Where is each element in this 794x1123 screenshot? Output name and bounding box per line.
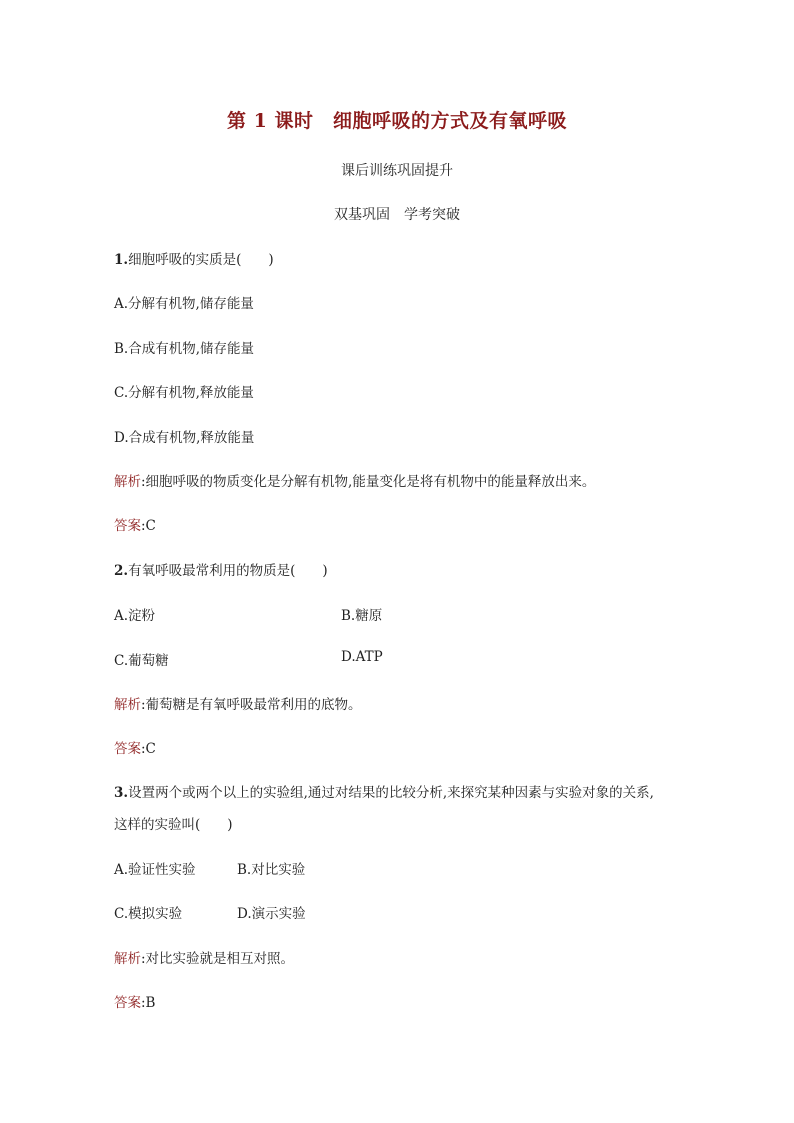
analysis-text: :葡萄糖是有氧呼吸最常利用的底物。 — [141, 697, 362, 713]
question-2-option-b: B.糖原 — [341, 608, 383, 624]
question-2-option-d: D.ATP — [341, 649, 383, 665]
question-2-option-a: A.淀粉 — [114, 608, 156, 624]
question-2-answer — [114, 737, 156, 757]
answer-label: 答案 — [114, 518, 141, 534]
page-title: 第 1 课时 细胞呼吸的方式及有氧呼吸 — [227, 110, 567, 132]
section-subtitle: 课后训练巩固提升 — [341, 163, 453, 179]
question-1-option-a: A.分解有机物,储存能量 — [114, 296, 254, 312]
question-text: 设置两个或两个以上的实验组,通过对结果的比较分析,来探究某种因素与实验对象的关系, — [128, 785, 654, 801]
answer-label: 答案 — [114, 995, 141, 1011]
question-3-option-d: D.演示实验 — [237, 906, 306, 922]
question-number: 3. — [114, 785, 129, 801]
analysis-label: 解析 — [114, 474, 141, 490]
question-3-option-b: B.对比实验 — [237, 862, 306, 878]
question-1-stem — [114, 248, 274, 268]
question-3-answer — [114, 991, 155, 1011]
question-1-answer — [114, 514, 156, 534]
question-number: 1. — [114, 252, 129, 268]
analysis-label: 解析 — [114, 951, 141, 967]
analysis-text: :细胞呼吸的物质变化是分解有机物,能量变化是将有机物中的能量释放出来。 — [141, 474, 596, 490]
question-3-option-c: C.模拟实验 — [114, 906, 183, 922]
question-2-stem — [114, 559, 328, 579]
answer-label: 答案 — [114, 741, 141, 757]
question-3-stem-line-1 — [114, 781, 654, 801]
question-2-option-c: C.葡萄糖 — [114, 653, 169, 669]
question-text: 细胞呼吸的实质是( ) — [128, 252, 274, 268]
question-1-option-c: C.分解有机物,释放能量 — [114, 385, 254, 401]
answer-text: :C — [141, 518, 156, 534]
question-1-option-d: D.合成有机物,释放能量 — [114, 430, 255, 446]
question-1-option-b: B.合成有机物,储存能量 — [114, 341, 255, 357]
answer-text: :C — [141, 741, 156, 757]
question-3-analysis — [114, 947, 294, 967]
section-heading: 双基巩固 学考突破 — [334, 207, 460, 223]
answer-text: :B — [141, 995, 156, 1011]
question-number: 2. — [114, 563, 129, 579]
question-3-stem-line-2: 这样的实验叫( ) — [114, 817, 233, 833]
analysis-text: :对比实验就是相互对照。 — [141, 951, 295, 967]
question-2-analysis — [114, 693, 362, 713]
question-1-analysis — [114, 470, 595, 490]
question-text: 有氧呼吸最常利用的物质是( ) — [128, 563, 328, 579]
analysis-label: 解析 — [114, 697, 141, 713]
question-3-option-a: A.验证性实验 — [114, 862, 196, 878]
